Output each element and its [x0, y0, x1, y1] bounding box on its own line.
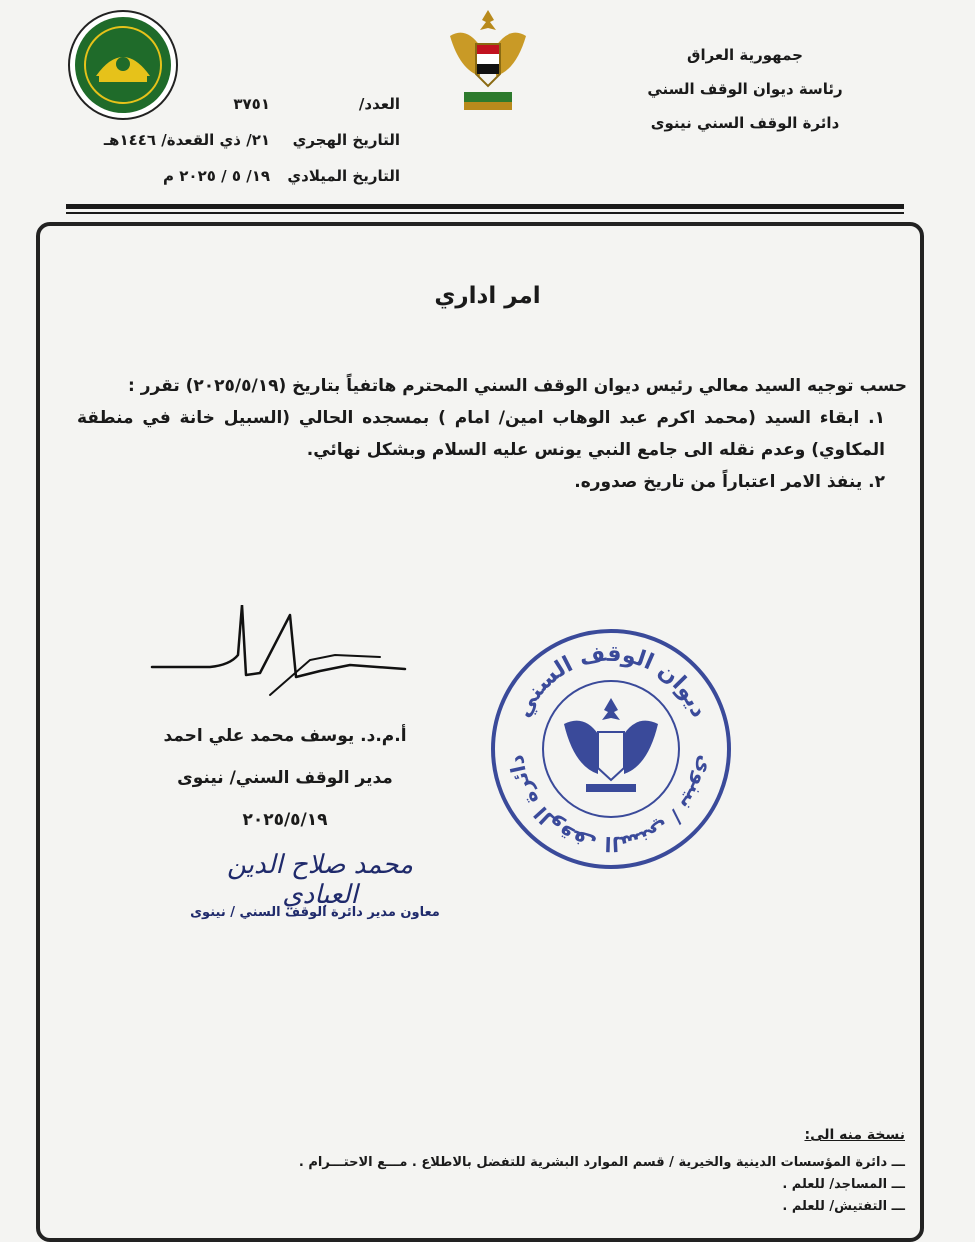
org-line-2: رئاسة ديوان الوقف السني	[647, 80, 843, 98]
copy-item-3: ـــ التفتيش/ للعلم .	[782, 1199, 905, 1214]
gregorian-date-row	[80, 158, 400, 194]
signatory-prefix: أ.م.د.	[360, 726, 407, 746]
signatory-name-line	[155, 715, 415, 757]
decision-item-1: ١. ابقاء السيد (محمد اكرم عبد الوهاب امين/ امام ) بمسجده الحالي (السبيل خانة في منطقة المكاوي) وعدم نقله الى جامع النبي يونس عليه السلام وبشكل نهائي.	[77, 408, 885, 460]
hijri-date-row	[80, 122, 400, 158]
signatory-block	[155, 715, 415, 841]
signatory-title: مدير الوقف السني/ نينوى	[177, 768, 393, 788]
hijri-label: التاريخ الهجري	[292, 131, 400, 149]
decision-item-2: ٢. ينفذ الامر اعتباراً من تاريخ صدوره.	[574, 472, 885, 492]
org-line-1: جمهورية العراق	[687, 46, 803, 64]
stamp-top-text: ديوان الوقف السني	[510, 641, 712, 722]
document-body	[77, 370, 907, 498]
copy-item-1: ـــ دائرة المؤسسات الدينية والخيرية / قسم الموارد البشرية للتفضل بالاطلاع . مـــع الاحتـــرام .	[298, 1155, 905, 1170]
copies-title: نسخة منه الى:	[804, 1127, 905, 1143]
copy-item-2: ـــ المساجد/ للعلم .	[782, 1177, 905, 1192]
iraq-eagle-emblem-icon	[446, 6, 530, 114]
signatory-name: يوسف محمد علي احمد	[163, 726, 355, 746]
second-signatory-name: محمد صلاح الدين العبادي	[226, 850, 414, 910]
signatory-date: ٢٠٢٥/٥/١٩	[242, 810, 328, 830]
official-stamp	[488, 626, 734, 872]
gregorian-label: التاريخ الميلادي	[287, 167, 400, 185]
copies-list	[85, 1152, 905, 1218]
gregorian-value: ١٩/ ٥ / ٢٠٢٥ م	[163, 167, 270, 185]
stamp-eagle-icon	[564, 698, 658, 792]
reference-info	[80, 86, 400, 194]
number-label: العدد/	[358, 95, 400, 113]
stamp-bottom-text: دائرة الوقف السني / نينوى	[504, 753, 719, 857]
director-signature	[150, 605, 410, 715]
document-title: امر اداري	[434, 283, 541, 309]
header-divider-thin	[66, 212, 904, 214]
number-value: ٣٧٥١	[233, 95, 270, 113]
intro-paragraph: حسب توجيه السيد معالي رئيس ديوان الوقف السني المحترم هاتفياً بتاريخ (٢٠٢٥/٥/١٩) تقرر :	[128, 376, 907, 396]
header-divider-thick	[66, 204, 904, 209]
org-line-3: دائرة الوقف السني نينوى	[650, 114, 840, 132]
org-header	[635, 38, 855, 140]
hijri-value: ٢١/ ذي القعدة/ ١٤٤٦هـ	[103, 131, 270, 149]
number-row	[80, 86, 400, 122]
second-signatory-title: معاون مدير دائرة الوقف السني / نينوى	[190, 905, 440, 920]
